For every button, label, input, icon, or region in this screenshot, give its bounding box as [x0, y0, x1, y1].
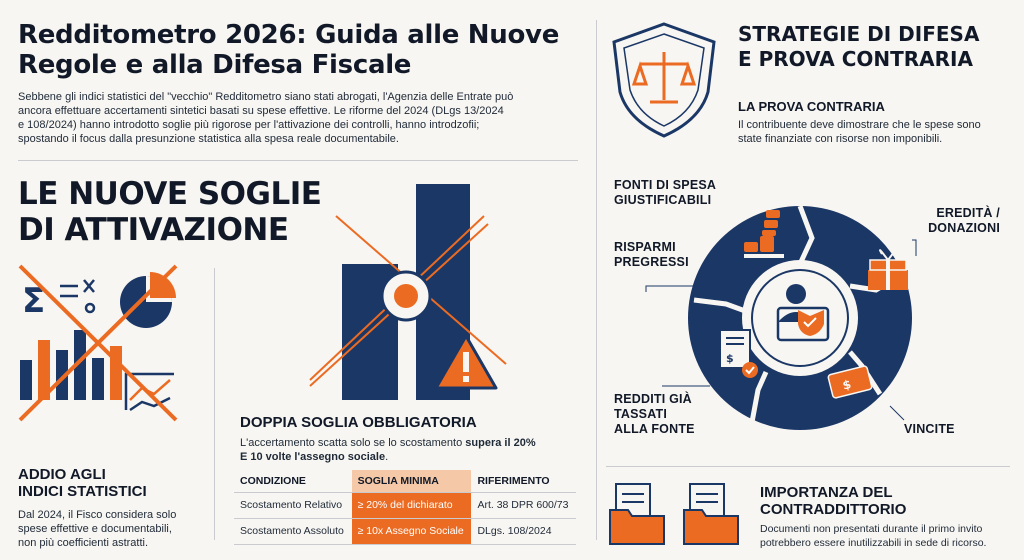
addio-text-line: spese effettive e documentabili, — [18, 523, 172, 535]
doppia-text — [240, 436, 580, 464]
table-cell: Scostamento Assoluto — [234, 518, 352, 544]
prova-text-line: state finanziate con risorse non imponibili. — [738, 133, 943, 145]
strategie-heading-line-2: E PROVA CONTRARIA — [738, 47, 973, 71]
sources-cycle-diagram — [640, 190, 940, 450]
contraddittorio-heading-line-1: IMPORTANZA DEL — [760, 484, 893, 501]
svg-text:$: $ — [726, 352, 734, 365]
redditi-label-line: REDDITI GIÀ — [614, 392, 692, 406]
strategie-heading-line-1: STRATEGIE DI DIFESA — [738, 22, 980, 46]
addio-text-line: Dal 2024, il Fisco considera solo — [18, 509, 177, 521]
contraddittorio-text-line: potrebbero essere inutilizzabili in sede di ricorso. — [760, 537, 987, 549]
title-line-2: Regole e alla Difesa Fiscale — [18, 50, 412, 80]
contraddittorio-heading — [760, 484, 906, 518]
eredita-label-line: EREDITÀ / — [936, 206, 1000, 220]
justice-shield-icon — [610, 20, 718, 140]
page-title — [18, 20, 578, 80]
redditi-label-line: ALLA FONTE — [614, 422, 695, 436]
contraddittorio-heading-line-2: CONTRADDITTORIO — [760, 501, 907, 518]
prova-text — [738, 118, 1018, 146]
table-header: RIFERIMENTO — [471, 470, 576, 492]
title-line-1: Redditometro 2026: Guida alle Nuove — [18, 20, 560, 50]
doppia-heading: DOPPIA SOGLIA OBBLIGATORIA — [240, 414, 477, 431]
table-header: SOGLIA MINIMA — [352, 470, 472, 492]
divider — [18, 160, 578, 161]
addio-text — [18, 508, 208, 550]
fonti-heading-line-1: FONTI DI SPESA — [614, 178, 717, 192]
fonti-heading-line-2: GIUSTIFICABILI — [614, 193, 712, 207]
prova-heading: LA PROVA CONTRARIA — [738, 99, 885, 114]
prova-text-line: Il contribuente deve dimostrare che le spese sono — [738, 119, 981, 131]
addio-heading-line-2: INDICI STATISTICI — [18, 483, 147, 500]
addio-text-line: non più coefficienti astratti. — [18, 537, 149, 549]
soglie-heading-line-1: LE NUOVE SOGLIE — [18, 176, 322, 212]
intro-line: e 108/2024) hanno introdotto soglie più rigorose per l'attivazione dei controlli, hanno introdzofii; — [18, 119, 480, 131]
table-cell: ≥ 20% del dichiarato — [352, 492, 472, 518]
addio-heading — [18, 466, 147, 500]
pie-chart-icon — [120, 272, 176, 328]
svg-text:$: $ — [841, 377, 853, 393]
table-cell: Scostamento Relativo — [234, 492, 352, 518]
doppia-text-bold: supera il 20% — [465, 437, 536, 449]
table-header: CONDIZIONE — [234, 470, 352, 492]
table-row — [234, 492, 576, 518]
table-cell: DLgs. 108/2024 — [471, 518, 576, 544]
section-divider — [214, 268, 215, 540]
risparmi-label-line: PREGRESSI — [614, 255, 689, 269]
prohibited-cross-icon — [14, 260, 184, 430]
risparmi-label-line: RISPARMI — [614, 240, 676, 254]
redditi-label-line: TASSATI — [614, 407, 668, 421]
addio-heading-line-1: ADDIO AGLI — [18, 466, 106, 483]
contraddittorio-text — [760, 522, 1020, 550]
soglie-heading-line-2: DI ATTIVAZIONE — [18, 212, 289, 248]
doppia-text-suffix: . — [385, 451, 389, 463]
vincite-label: VINCITE — [904, 422, 955, 436]
threshold-bars-icon — [300, 180, 520, 400]
doppia-text-bold: E 10 volte l'assegno sociale — [240, 451, 386, 463]
table-row — [234, 518, 576, 544]
column-divider — [596, 20, 597, 540]
doppia-text-prefix: L'accertamento scatta solo se lo scostamento — [240, 437, 466, 449]
intro-line: ancora effettuare accertamenti sintetici basati su spese effettive. Le riforme del 2024 (DLgs 13/2024 — [18, 105, 504, 117]
table-header-row — [234, 470, 576, 492]
svg-text:Σ: Σ — [22, 281, 46, 321]
intro-line: Sebbene gli indici statistici del "vecchio" Redditometro siano stati abrogati, l'Agenzia delle Entrate può — [18, 91, 514, 103]
eredita-label-line: DONAZIONI — [928, 221, 1000, 235]
contraddittorio-text-line: Documenti non presentati durante il primo invito — [760, 523, 983, 535]
strategie-heading — [738, 22, 979, 72]
divider — [606, 466, 1010, 467]
table-cell: ≥ 10x Assegno Sociale — [352, 518, 472, 544]
table-cell: Art. 38 DPR 600/73 — [471, 492, 576, 518]
soglie-heading — [18, 176, 321, 248]
intro-line: spostando il focus dalla presunzione statistica alla spesa reale documentabile. — [18, 133, 399, 145]
threshold-table — [234, 470, 576, 545]
document-folder-icon — [606, 480, 746, 546]
intro-text — [18, 90, 588, 146]
bar-chart-icon — [20, 330, 122, 400]
math-symbols-icon — [60, 280, 94, 312]
